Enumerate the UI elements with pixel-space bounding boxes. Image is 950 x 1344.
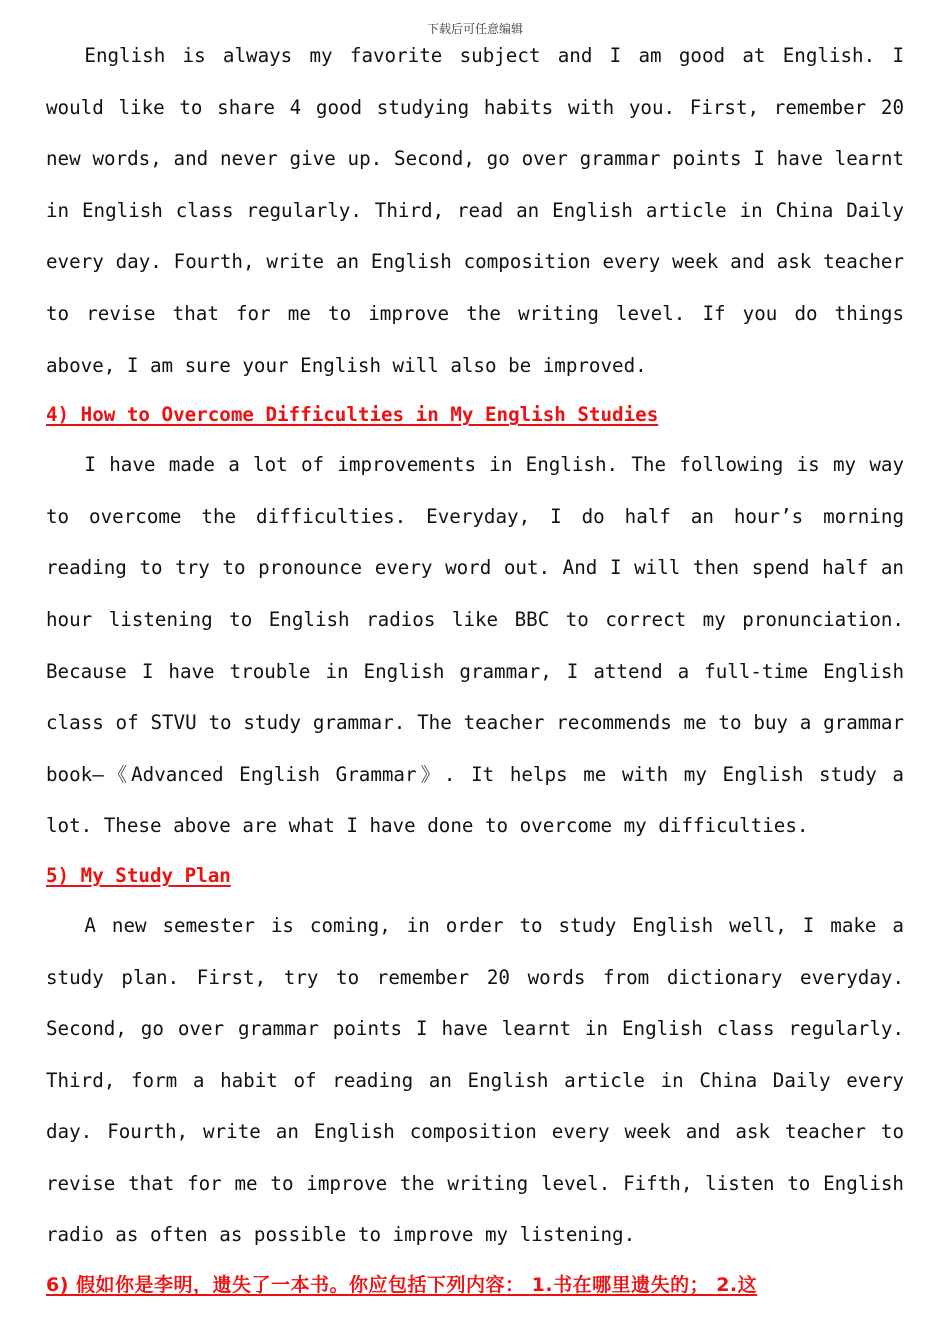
document-body (46, 30, 904, 1309)
section-4-paragraph: I have made a lot of improvements in English. The following is my way to overcome the difficulties. Everyday, I do half an hour’s morning reading to try to pronounce every word out. And I will then spend half an hour listening to English radios like BBC to correct my pronunciation. Because I have trouble in English grammar, I attend a full-time English class of STVU to study grammar. The teacher recommends me to buy a grammar book—《Advanced English Grammar》. It helps me with my English study a lot. These above are what I have done to overcome my difficulties. (46, 453, 904, 838)
page-header: 下载后可任意编辑 (426, 22, 523, 36)
section-6-heading: 6) 假如你是李明，遗失了一本书。你应包括下列内容： 1.书在哪里遗失的； 2.这 (46, 1274, 758, 1297)
section-5-paragraph: A new semester is coming, in order to study English well, I make a study plan. First, try to remember 20 words from dictionary everyday. Second, go over grammar points I have learnt in English class regularly. Third, form a habit of reading an English article in China Daily every day. Fourth, write an English composition every week and ask teacher to revise that for me to improve the writing level. Fifth, listen to English radio as often as possible to improve my listening. (46, 913, 904, 1247)
section-5-heading: 5) My Study Plan (46, 863, 231, 887)
intro-paragraph: English is always my favorite subject and I am good at English. I would like to share 4 good studying habits with you. First, remember 20 new words, and never give up. Second, go over grammar points I have learnt in English class regularly. Third, read an English article in China Daily every day. Fourth, write an English composition every week and ask teacher to revise that for me to improve the writing level. If you do things above, I am sure your English will also be improved. (46, 44, 904, 377)
section-4-heading: 4) How to Overcome Difficulties in My English Studies (46, 403, 659, 427)
